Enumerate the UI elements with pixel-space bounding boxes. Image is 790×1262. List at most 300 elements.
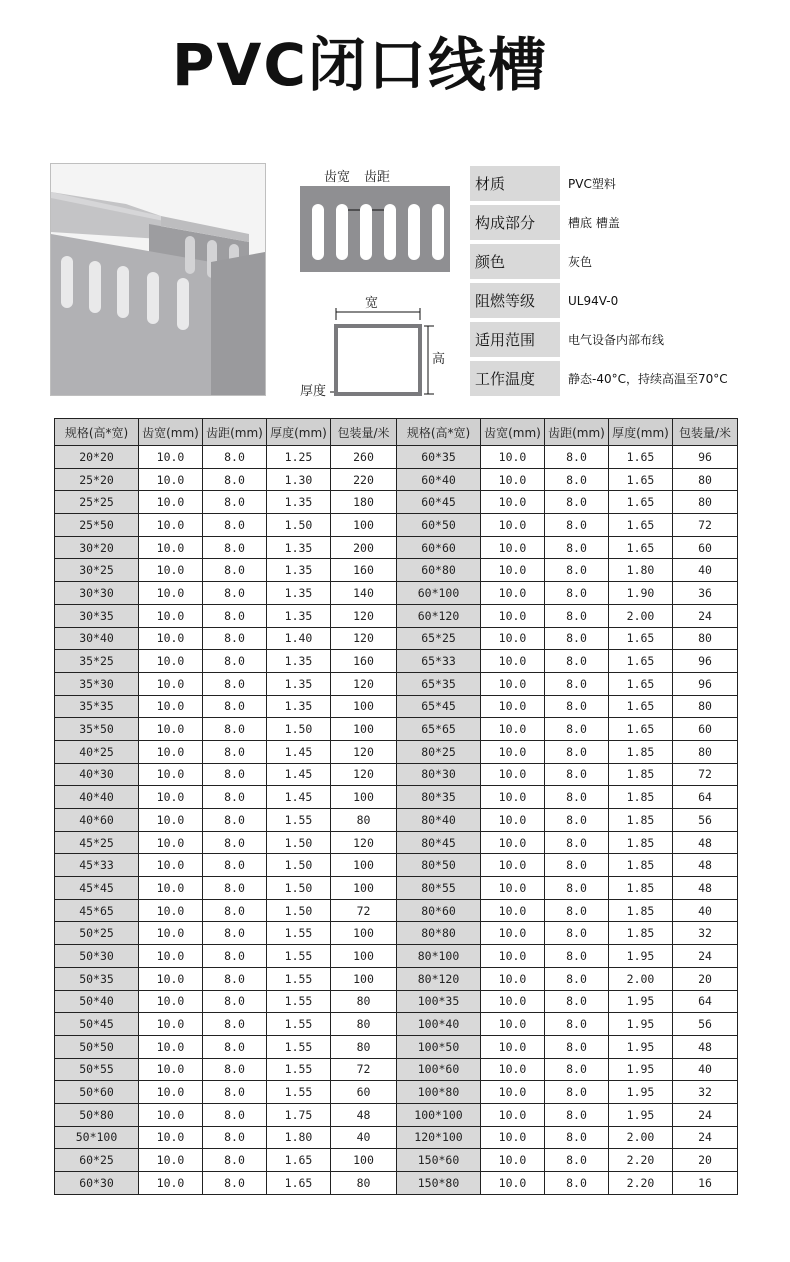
table-row [55, 1013, 738, 1036]
table-cell: 1.95 [609, 1058, 673, 1081]
table-row [55, 514, 738, 537]
table-cell: 65*45 [397, 695, 481, 718]
table-cell: 10.0 [481, 718, 545, 741]
table-cell: 50*40 [55, 990, 139, 1013]
table-cell: 10.0 [139, 740, 203, 763]
property-key: 构成部分 [470, 205, 560, 240]
table-cell: 35*50 [55, 718, 139, 741]
table-cell: 8.0 [203, 650, 267, 673]
table-cell: 10.0 [481, 1172, 545, 1195]
table-cell: 8.0 [545, 854, 609, 877]
table-cell: 10.0 [139, 604, 203, 627]
table-cell: 96 [673, 650, 738, 673]
table-cell: 1.65 [609, 536, 673, 559]
property-key: 工作温度 [470, 361, 560, 396]
table-cell: 8.0 [203, 763, 267, 786]
table-cell: 120 [331, 740, 397, 763]
table-cell: 100 [331, 967, 397, 990]
table-cell: 8.0 [203, 468, 267, 491]
table-cell: 56 [673, 1013, 738, 1036]
table-cell: 1.80 [267, 1126, 331, 1149]
table-cell: 20 [673, 1149, 738, 1172]
table-cell: 1.95 [609, 990, 673, 1013]
slot-pattern-diagram [300, 186, 450, 272]
table-cell: 260 [331, 446, 397, 469]
spec-table [54, 418, 738, 1195]
table-cell: 30*35 [55, 604, 139, 627]
table-cell: 8.0 [545, 1172, 609, 1195]
column-header: 规格(高*宽) [397, 419, 481, 446]
table-cell: 45*33 [55, 854, 139, 877]
table-cell: 50*50 [55, 1035, 139, 1058]
table-cell: 72 [673, 763, 738, 786]
table-cell: 1.35 [267, 559, 331, 582]
table-cell: 60*30 [55, 1172, 139, 1195]
table-cell: 8.0 [203, 1126, 267, 1149]
table-cell: 180 [331, 491, 397, 514]
table-cell: 8.0 [203, 672, 267, 695]
property-key: 适用范围 [470, 322, 560, 357]
table-cell: 40 [673, 899, 738, 922]
table-cell: 100*50 [397, 1035, 481, 1058]
table-cell: 25*20 [55, 468, 139, 491]
table-cell: 80 [673, 468, 738, 491]
page-title: PVC闭口线槽 [172, 31, 548, 99]
column-header: 齿距(mm) [203, 419, 267, 446]
table-cell: 1.55 [267, 945, 331, 968]
table-cell: 10.0 [481, 1035, 545, 1058]
table-cell: 1.50 [267, 514, 331, 537]
table-cell: 25*50 [55, 514, 139, 537]
table-cell: 80 [673, 740, 738, 763]
table-cell: 10.0 [139, 809, 203, 832]
column-header: 齿宽(mm) [139, 419, 203, 446]
table-cell: 1.85 [609, 877, 673, 900]
table-cell: 2.20 [609, 1149, 673, 1172]
table-cell: 1.55 [267, 1035, 331, 1058]
table-cell: 1.35 [267, 695, 331, 718]
table-cell: 80*45 [397, 831, 481, 854]
table-cell: 120 [331, 604, 397, 627]
table-cell: 20 [673, 967, 738, 990]
table-cell: 1.65 [609, 672, 673, 695]
table-cell: 8.0 [545, 446, 609, 469]
table-cell: 64 [673, 990, 738, 1013]
table-cell: 1.40 [267, 627, 331, 650]
table-cell: 45*65 [55, 899, 139, 922]
table-cell: 35*35 [55, 695, 139, 718]
table-cell: 10.0 [139, 1103, 203, 1126]
table-cell: 8.0 [545, 922, 609, 945]
table-cell: 65*65 [397, 718, 481, 741]
property-row [470, 359, 744, 398]
table-cell: 48 [673, 831, 738, 854]
table-cell: 100 [331, 695, 397, 718]
table-cell: 8.0 [203, 1172, 267, 1195]
table-cell: 10.0 [481, 831, 545, 854]
property-value: PVC塑料 [568, 177, 616, 191]
table-cell: 60*25 [55, 1149, 139, 1172]
table-cell: 8.0 [203, 854, 267, 877]
table-cell: 10.0 [139, 854, 203, 877]
table-cell: 8.0 [203, 945, 267, 968]
dimension-diagrams [290, 160, 450, 400]
table-cell: 8.0 [545, 672, 609, 695]
table-cell: 8.0 [203, 877, 267, 900]
table-cell: 1.65 [609, 695, 673, 718]
table-cell: 10.0 [481, 650, 545, 673]
column-header: 齿宽(mm) [481, 419, 545, 446]
table-cell: 120 [331, 763, 397, 786]
table-cell: 45*25 [55, 831, 139, 854]
table-cell: 1.65 [267, 1149, 331, 1172]
table-cell: 100 [331, 718, 397, 741]
table-cell: 8.0 [203, 604, 267, 627]
table-cell: 10.0 [139, 582, 203, 605]
column-header: 厚度(mm) [267, 419, 331, 446]
table-cell: 1.55 [267, 990, 331, 1013]
table-cell: 150*60 [397, 1149, 481, 1172]
table-cell: 80*100 [397, 945, 481, 968]
property-key: 阻燃等级 [470, 283, 560, 318]
table-cell: 10.0 [139, 831, 203, 854]
table-row [55, 967, 738, 990]
table-cell: 60 [673, 718, 738, 741]
table-cell: 8.0 [545, 604, 609, 627]
table-cell: 8.0 [203, 899, 267, 922]
table-cell: 10.0 [139, 559, 203, 582]
table-cell: 1.85 [609, 809, 673, 832]
table-cell: 100 [331, 945, 397, 968]
table-cell: 8.0 [545, 877, 609, 900]
table-cell: 8.0 [203, 695, 267, 718]
table-cell: 2.00 [609, 1126, 673, 1149]
table-cell: 10.0 [139, 877, 203, 900]
table-cell: 50*100 [55, 1126, 139, 1149]
table-cell: 8.0 [545, 468, 609, 491]
property-key: 颜色 [470, 244, 560, 279]
table-cell: 1.45 [267, 763, 331, 786]
table-cell: 72 [673, 514, 738, 537]
table-cell: 160 [331, 559, 397, 582]
table-cell: 1.85 [609, 786, 673, 809]
table-row [55, 468, 738, 491]
table-cell: 120 [331, 627, 397, 650]
table-cell: 8.0 [203, 1058, 267, 1081]
table-cell: 2.00 [609, 967, 673, 990]
table-cell: 30*40 [55, 627, 139, 650]
table-cell: 1.95 [609, 1035, 673, 1058]
table-cell: 40*25 [55, 740, 139, 763]
table-cell: 100 [331, 922, 397, 945]
property-row [470, 203, 744, 242]
table-cell: 10.0 [481, 922, 545, 945]
table-row [55, 1126, 738, 1149]
table-cell: 80*25 [397, 740, 481, 763]
table-cell: 8.0 [203, 967, 267, 990]
table-cell: 80*80 [397, 922, 481, 945]
cross-section-diagram [330, 308, 440, 400]
table-cell: 40*40 [55, 786, 139, 809]
table-cell: 10.0 [481, 763, 545, 786]
table-cell: 64 [673, 786, 738, 809]
table-cell: 8.0 [545, 1013, 609, 1036]
table-cell: 10.0 [139, 468, 203, 491]
thickness-label: 厚度 [300, 384, 327, 399]
table-cell: 150*80 [397, 1172, 481, 1195]
table-cell: 10.0 [139, 922, 203, 945]
table-row [55, 1081, 738, 1104]
property-row [470, 281, 744, 320]
table-cell: 8.0 [545, 967, 609, 990]
table-cell: 8.0 [203, 514, 267, 537]
table-row [55, 695, 738, 718]
table-row [55, 672, 738, 695]
table-cell: 80 [673, 491, 738, 514]
column-header: 包装量/米 [673, 419, 738, 446]
table-row [55, 877, 738, 900]
table-cell: 50*60 [55, 1081, 139, 1104]
table-cell: 80 [673, 695, 738, 718]
table-cell: 40*30 [55, 763, 139, 786]
table-cell: 8.0 [545, 582, 609, 605]
table-cell: 10.0 [139, 627, 203, 650]
table-row [55, 945, 738, 968]
table-cell: 8.0 [203, 536, 267, 559]
table-cell: 1.50 [267, 854, 331, 877]
table-cell: 8.0 [545, 1081, 609, 1104]
table-cell: 160 [331, 650, 397, 673]
table-cell: 96 [673, 446, 738, 469]
table-cell: 10.0 [139, 695, 203, 718]
table-cell: 10.0 [139, 536, 203, 559]
table-cell: 1.85 [609, 854, 673, 877]
table-cell: 10.0 [481, 967, 545, 990]
table-cell: 35*25 [55, 650, 139, 673]
table-cell: 10.0 [139, 786, 203, 809]
table-row [55, 627, 738, 650]
table-cell: 60*120 [397, 604, 481, 627]
table-cell: 60*60 [397, 536, 481, 559]
table-cell: 10.0 [481, 877, 545, 900]
table-cell: 8.0 [545, 831, 609, 854]
table-cell: 10.0 [481, 1149, 545, 1172]
table-cell: 80*120 [397, 967, 481, 990]
table-cell: 50*45 [55, 1013, 139, 1036]
table-row [55, 740, 738, 763]
table-cell: 1.45 [267, 740, 331, 763]
table-cell: 80 [331, 1013, 397, 1036]
table-cell: 48 [331, 1103, 397, 1126]
table-cell: 10.0 [481, 536, 545, 559]
table-cell: 1.95 [609, 1103, 673, 1126]
table-cell: 10.0 [481, 604, 545, 627]
table-header-row [55, 419, 738, 446]
table-cell: 80*35 [397, 786, 481, 809]
table-cell: 30*20 [55, 536, 139, 559]
table-cell: 8.0 [545, 1103, 609, 1126]
table-cell: 10.0 [481, 1126, 545, 1149]
table-cell: 10.0 [139, 967, 203, 990]
table-cell: 1.65 [609, 650, 673, 673]
table-cell: 1.85 [609, 899, 673, 922]
table-cell: 140 [331, 582, 397, 605]
table-row [55, 922, 738, 945]
table-cell: 10.0 [481, 582, 545, 605]
table-cell: 1.65 [609, 468, 673, 491]
table-cell: 50*55 [55, 1058, 139, 1081]
property-list [470, 164, 744, 398]
table-cell: 1.25 [267, 446, 331, 469]
table-row [55, 1058, 738, 1081]
table-cell: 10.0 [481, 559, 545, 582]
table-row [55, 1103, 738, 1126]
table-cell: 48 [673, 854, 738, 877]
table-cell: 10.0 [481, 1103, 545, 1126]
table-cell: 1.35 [267, 536, 331, 559]
table-cell: 8.0 [203, 1035, 267, 1058]
table-cell: 100 [331, 1149, 397, 1172]
height-label: 高 [432, 352, 446, 367]
table-cell: 1.95 [609, 1081, 673, 1104]
table-cell: 8.0 [545, 990, 609, 1013]
table-cell: 10.0 [481, 672, 545, 695]
table-cell: 10.0 [139, 1035, 203, 1058]
column-header: 厚度(mm) [609, 419, 673, 446]
table-cell: 10.0 [139, 1172, 203, 1195]
table-cell: 8.0 [545, 786, 609, 809]
table-row [55, 446, 738, 469]
table-row [55, 763, 738, 786]
table-cell: 1.85 [609, 922, 673, 945]
table-cell: 40*60 [55, 809, 139, 832]
table-cell: 1.90 [609, 582, 673, 605]
table-cell: 10.0 [139, 1013, 203, 1036]
table-cell: 24 [673, 1126, 738, 1149]
table-cell: 8.0 [545, 695, 609, 718]
table-cell: 120 [331, 672, 397, 695]
table-cell: 80*55 [397, 877, 481, 900]
table-cell: 8.0 [545, 1035, 609, 1058]
table-cell: 65*25 [397, 627, 481, 650]
table-cell: 8.0 [545, 514, 609, 537]
table-cell: 220 [331, 468, 397, 491]
table-row [55, 1149, 738, 1172]
table-cell: 8.0 [203, 990, 267, 1013]
table-cell: 1.65 [609, 514, 673, 537]
table-cell: 10.0 [139, 763, 203, 786]
table-cell: 8.0 [545, 809, 609, 832]
table-cell: 48 [673, 877, 738, 900]
table-cell: 16 [673, 1172, 738, 1195]
table-cell: 8.0 [545, 740, 609, 763]
table-cell: 1.80 [609, 559, 673, 582]
table-cell: 40 [673, 559, 738, 582]
table-cell: 10.0 [481, 899, 545, 922]
table-row [55, 831, 738, 854]
table-cell: 10.0 [481, 740, 545, 763]
table-cell: 1.85 [609, 740, 673, 763]
table-cell: 72 [331, 899, 397, 922]
table-cell: 100*60 [397, 1058, 481, 1081]
table-cell: 30*30 [55, 582, 139, 605]
table-cell: 40 [331, 1126, 397, 1149]
table-cell: 10.0 [481, 809, 545, 832]
table-cell: 1.65 [267, 1172, 331, 1195]
table-cell: 10.0 [481, 1013, 545, 1036]
table-cell: 65*33 [397, 650, 481, 673]
property-value: 灰色 [568, 255, 593, 269]
table-cell: 80*30 [397, 763, 481, 786]
table-cell: 8.0 [545, 1058, 609, 1081]
table-row [55, 491, 738, 514]
table-cell: 8.0 [203, 740, 267, 763]
table-cell: 10.0 [481, 786, 545, 809]
table-cell: 10.0 [139, 1126, 203, 1149]
table-cell: 60*80 [397, 559, 481, 582]
table-cell: 8.0 [545, 491, 609, 514]
table-cell: 8.0 [203, 786, 267, 809]
table-cell: 1.30 [267, 468, 331, 491]
table-cell: 1.50 [267, 718, 331, 741]
column-header: 规格(高*宽) [55, 419, 139, 446]
table-cell: 1.50 [267, 877, 331, 900]
property-value: 槽底 槽盖 [568, 216, 620, 230]
table-cell: 200 [331, 536, 397, 559]
table-cell: 8.0 [545, 559, 609, 582]
table-cell: 1.35 [267, 672, 331, 695]
table-cell: 100*80 [397, 1081, 481, 1104]
table-cell: 8.0 [203, 582, 267, 605]
table-cell: 1.85 [609, 831, 673, 854]
table-cell: 2.20 [609, 1172, 673, 1195]
table-cell: 8.0 [545, 899, 609, 922]
table-row [55, 854, 738, 877]
table-cell: 32 [673, 1081, 738, 1104]
table-row [55, 718, 738, 741]
table-cell: 10.0 [139, 945, 203, 968]
table-cell: 8.0 [203, 559, 267, 582]
table-row [55, 899, 738, 922]
table-cell: 10.0 [481, 1058, 545, 1081]
table-cell: 80 [331, 1035, 397, 1058]
table-cell: 60*40 [397, 468, 481, 491]
table-cell: 120*100 [397, 1126, 481, 1149]
table-cell: 100 [331, 786, 397, 809]
table-cell: 10.0 [139, 1081, 203, 1104]
table-cell: 30*25 [55, 559, 139, 582]
property-row [470, 242, 744, 281]
table-cell: 8.0 [545, 1149, 609, 1172]
table-cell: 20*20 [55, 446, 139, 469]
table-cell: 1.85 [609, 763, 673, 786]
column-header: 包装量/米 [331, 419, 397, 446]
table-cell: 8.0 [545, 650, 609, 673]
table-cell: 8.0 [545, 945, 609, 968]
table-cell: 8.0 [203, 831, 267, 854]
table-cell: 35*30 [55, 672, 139, 695]
table-cell: 1.95 [609, 1013, 673, 1036]
table-cell: 8.0 [545, 536, 609, 559]
table-cell: 24 [673, 604, 738, 627]
table-cell: 10.0 [139, 514, 203, 537]
table-cell: 10.0 [139, 1149, 203, 1172]
table-row [55, 582, 738, 605]
table-cell: 8.0 [203, 627, 267, 650]
table-cell: 100 [331, 514, 397, 537]
table-cell: 40 [673, 1058, 738, 1081]
table-row [55, 559, 738, 582]
